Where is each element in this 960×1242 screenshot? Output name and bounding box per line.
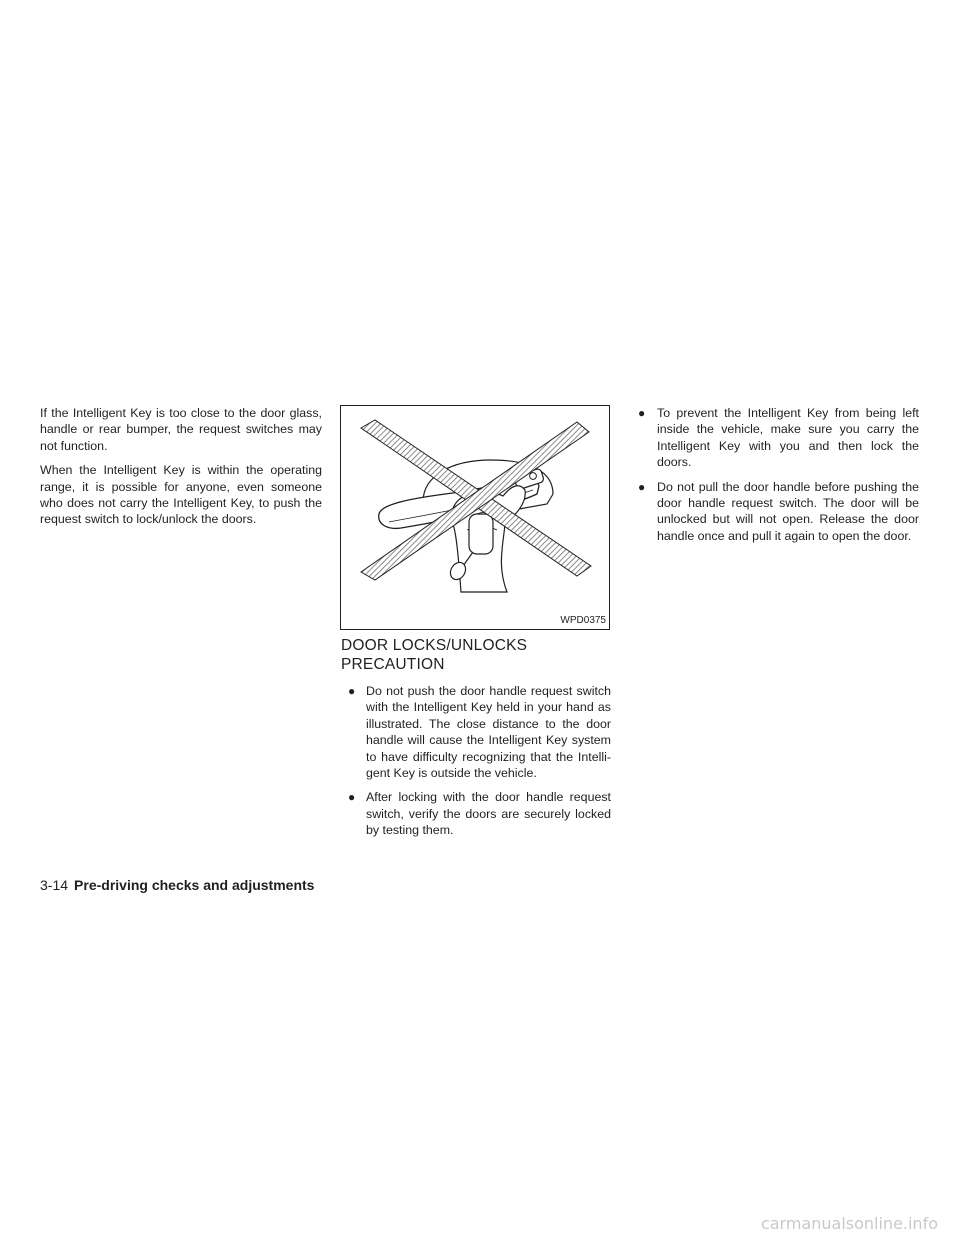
crossed-out-key-icon: [341, 406, 609, 629]
bullet-icon: ●: [348, 790, 356, 805]
bullet-icon: ●: [638, 479, 646, 494]
list-item: [341, 683, 611, 781]
site-watermark: carmanualsonline.info: [760, 1214, 938, 1233]
bullet-text: After locking with the door handle request switch, verify the doors are securely locked by testing them.: [366, 790, 611, 838]
paragraph-key-too-close: If the Intelligent Key is too close to the door glass, handle or rear bumper, the request switches may not function.: [40, 406, 322, 453]
section-title: [341, 636, 611, 674]
list-item: [341, 789, 611, 838]
page-footer: [40, 876, 314, 894]
bullet-text: Do not push the door handle request switch with the Intelligent Key held in your hand as illustrated. The close distance to the door handle will cause the Intelligent Key system to have difficulty recognizing that the Intelli- gent Key is outside the vehicle.: [366, 684, 611, 781]
bullet-icon: ●: [348, 684, 356, 698]
warning-illustration: [340, 405, 610, 630]
bullet-text: Do not pull the door handle before pushing the door handle request switch. The door will be unlocked but will not open. Release the door handle once and pull it again to open the door.: [657, 479, 919, 543]
chapter-title: Pre-driving checks and adjustments: [74, 877, 315, 893]
list-item: [631, 479, 919, 545]
page-number: 3-14: [40, 877, 69, 893]
right-column: [631, 405, 919, 552]
precaution-bullets: [341, 683, 611, 847]
paragraph-operating-range: When the Intelligent Key is within the operating range, it is possible for anyone, even someone who does not carry the Intelligent Key, to push the request switch to lock/unlock the doors.: [40, 463, 322, 527]
section-title-line2: PRECAUTION: [341, 656, 445, 673]
list-item: [631, 405, 919, 471]
figure-code: WPD0375: [560, 615, 606, 626]
section-title-line1: DOOR LOCKS/UNLOCKS: [341, 637, 528, 654]
bullet-text: To prevent the Intelligent Key from being left inside the vehicle, make sure you carry the Intelligent Key with you and then lock the doors.: [657, 406, 919, 470]
bullet-icon: ●: [638, 406, 646, 420]
left-column: [40, 405, 322, 536]
